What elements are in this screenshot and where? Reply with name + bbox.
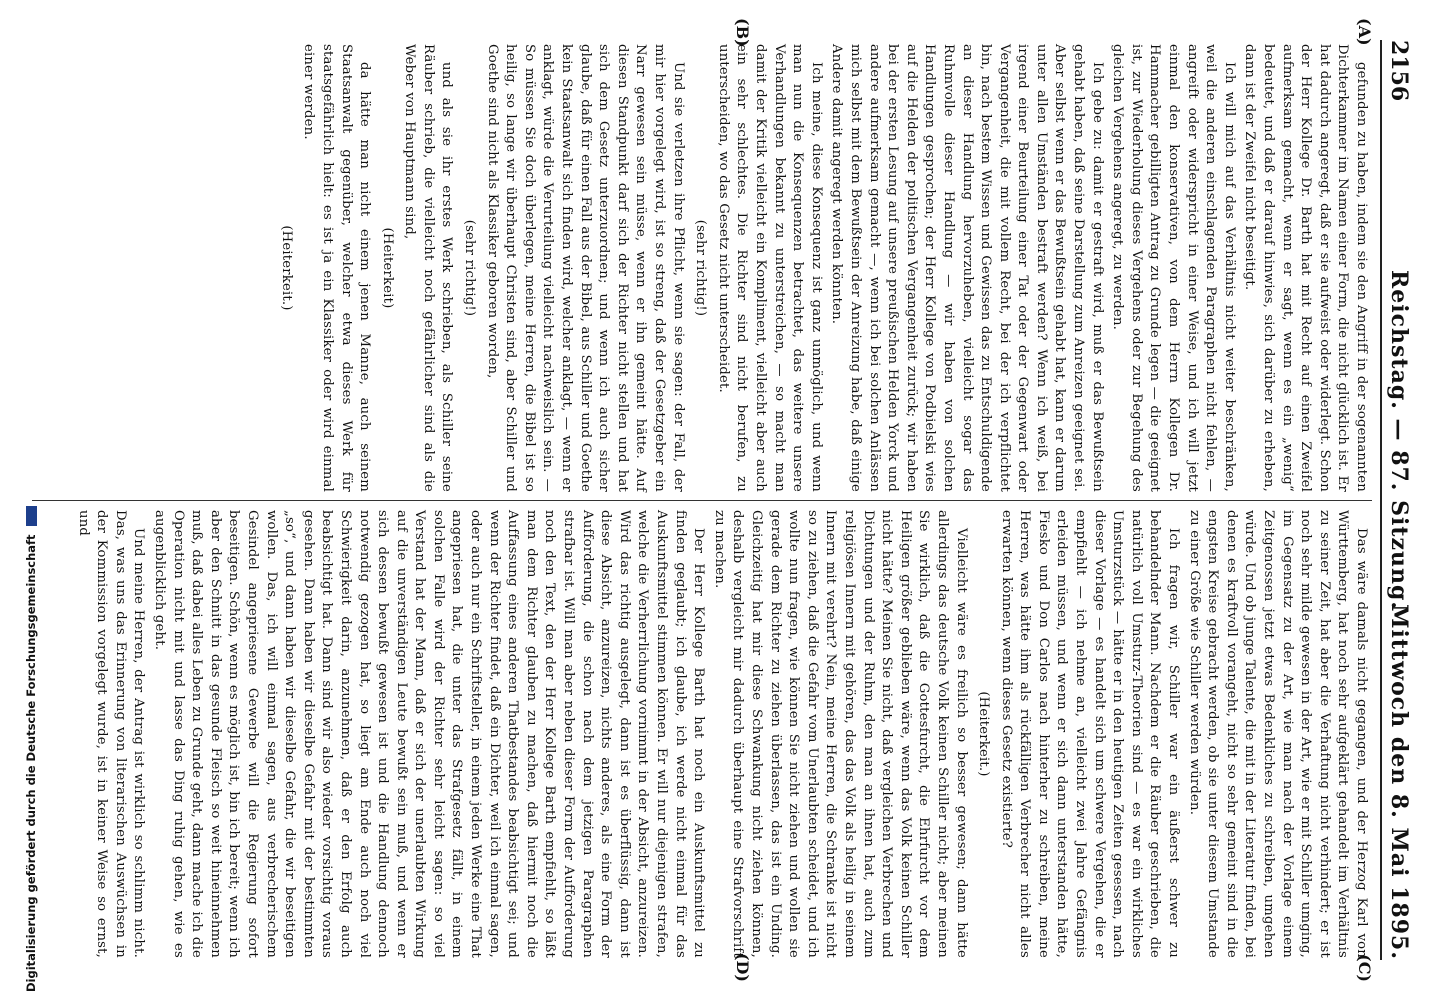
paragraph: Ich gebe zu: damit er gestraft wird, muß er das Bewußtsein gehabt haben, daß seine Darstellung zum Anreizen geeignet sei. Aber selbst wenn er das Bewußtsein gehabt hat, kann er darum unter allen Umständen bestraft werden? Wenn ich weiß, bei irgend einer Beurteilung einer Tat oder der Gegenwart oder Vergangenheit, die mit vollem Recht, bei der ich verpflichtet bin, nach bestem Wissen und Gewissen das zu Entschuldigende an dieser Handlung hervorzuheben, vielleicht sogar das Ruhmvolle dieser Handlung — wir haben von solchen Handlungen gesprochen; der Herr Kollege von Podbielski wies auf die Helden der politischen Vergangenheit zurück; wir haben bei der ersten Lesung auf unsere preußischen Helden Yorck und andere aufmerksam gemacht —, wenn ich bei solchen Anlässen mich selbst mit dem Bewußtsein der Anreizung habe, daß einige Andere damit angeregt werden könnten. [829,44,1105,492]
interjection: (sehr richtig!) [693,219,709,317]
paragraph: Und sie verletzen ihre Pflicht, wenn sie sagen: der Fall, der mir hier vorgelegt wird, ist so streng, daß der Gesetzgeber ein Narr gewesen sein müsse, wenn er ihn gemeint hätte. Auf diesen Standpunkt darf sich der Richter nicht stellen und hat sich dem Gesetz unterzuordnen; und wenn ich auch sicher glaube, daß für einen Fall aus der Bibel, aus Schiller und Goethe kein Staatsanwalt sich finden wird, welcher anklagt, — wenn er anklagt, würde die Verurteilung vielleicht nachweislich sein. — So müssen Sie doch überlegen, meine Herren, die Bibel ist so heilig, so lange wir überhaupt Christen sind, aber Schiller und Goethe sind nicht als Klassiker geboren worden, [484,44,686,492]
page-header [1380,40,1412,960]
column-divider [32,500,1372,501]
paragraph: Und meine Herren, der Antrag ist wirklich so schlimm nicht. Das, was uns das Erinnerung von literarischen Auswüchsen in der Kommission vorgelegt wurde, ist in keiner Weise so ernst, und [75,510,147,958]
interjection: (Heiterkeit) [379,227,395,309]
paragraph: gefunden zu haben, indem sie den Angriff in der sogenannten Dichterkammer im Namen einer Form, die nicht glücklich ist. Er hat dadurch angeregt, daß er sie aufweist oder widerlegt. Schon der Herr Kollege Dr. Barth hat mit Recht auf einen Zweifel aufmerksam gemacht, wenn er sagt, wenn es ein „wenig“ bedeutet, und daß er darauf hinwies, sich darüber zu erheben, dann ist der Zweifel nicht beseitigt. [1242,44,1369,492]
interjection: (sehr richtig!) [462,219,478,317]
page-number: 2156 [1386,40,1412,102]
interjection: (Heiterkeit.) [278,225,294,311]
margin-marker-c: (C) [1355,954,1374,982]
paragraph: Der Herr Kollege Barth hat noch ein Auskunftsmittel zu finden geglaubt; ich glaube, ich werde nicht einmal für das Auskunftsmittel stimmen können. Er will nur diejenigen strafen, welche die Verherrlichung vornimmt in der Absicht, anzureizen. Wird das richtig ausgelegt, dann ist es überflüssig, dann ist diese Absicht, anzureizen, nichts anderes, als eine Form der Aufforderung, die schon nach dem jetzigen Paragraphen strafbar ist. Will man aber neben dieser Form der Aufforderung noch den Text, den der Herr Kollege Barth empfiehlt, so läßt man dem Richter glauben zu machen, daß hiermit noch die Auffassung eines anderen Thatbestandes beabsichtigt sei; und wenn der Richter findet, daß ein Dichter, weil ich einmal sagen, oder auch nur ein Schriftsteller, in einem jeden Werke eine That angepriesen hat, die unter das Strafgesetz fällt, in einem solchen Falle wird der Richter sehr leicht sagen: so viel Verstand hat der Mann, daß er sich der unerlaubten Wirkung auf die unverständigen Leute bewußt sein muß, und wenn er sich dessen bewußt gewesen ist und die Handlung dennoch notwendig gezogen hat, so liegt am Ende auch noch viel Schwierigkeit darin, anzunehmen, daß er den Erfolg auch beabsichtigt hat. Dann sind wir also wieder vorsichtig voraus gesehen. Dann haben wir dieselbe Gefahr mit der bestimmten „so“, und dann haben wir dieselbe Gefahr, die wir beseitigen wollen. Das, ich will einmal sagen, aus verbrecherischem Gesindel angepriesene Gewerbe will die Regierung sofort beseitigen. Schön, wenn es möglich ist, bin ich bereit; wenn ich aber den Schnitt in das gesunde Fleisch so weit hineinnehmen muß, daß dabei alles Leben zu Grunde geht, dann mache ich die Operation nicht mit und lasse das Ding ruhig gehen, wie es augenblicklich geht. [152,510,707,958]
paragraph: Vielleicht wäre es freilich so besser gewesen; dann hätte allerdings das deutsche Volk keinen Schiller nicht; aber meinen Sie wirklich, daß die Gottesfurcht, die Ehrfurcht vor dem Heiligen größer geblieben wäre, wenn das Volk keinen Schiller nicht hätte? Meinen Sie nicht, daß vergleichen Verbrechen und Dichtungen und der Ruhm, den man an ihnen hat, auch zum religiösen Innern mit gehören, das das Volk als heilig in seinem Innern mit verehrt? Nein, meine Herren, die Schranke ist nicht so zu ziehen, daß die Gefahr vom Unerlaubten scheidet, und ich wollte nun fragen, wie können Sie nicht ziehen und wollen sie gerade dem Richter zu ziehen überlassen, das ist ein Unding. Gleichzeitig hat mir diese Schwankung nicht ziehen können, deshalb vergleicht mir dadurch überhaupt eine Strafvorschrift zu machen. [711,510,969,958]
paragraph: Das wäre damals nicht gegangen, und der Herzog Karl von Württemberg, hat noch sehr aufgeklärt gehandelt im Verhältnis zu seiner Zeit, hat aber die Verhaftung nicht verhindert; er ist noch sehr milde gewesen in der Art, wie er mit Schiller umging, im Gegensatz zu der Art, wie man nach der Vorlage einem Zeitgenossen jetzt etwas Bedenkliches zu schreiben, umgehen würde. Und ob junge Talente, die mit in der Literatur finden, bei denen es kraftvoll vorangeht, nicht so sehr gemeint sind in die engsten Kreise gebracht werden, ob sie unter diesem Umstande zu einer Größe wie Schiller werden würden. [1186,510,1369,958]
right-column [71,510,1370,958]
margin-marker-a: (A) [1355,18,1374,46]
paragraph: und als sie ihr erstes Werk schrieben, als Schiller seine Räuber schrieb, die vielleicht noch gefährlicher sind als die Weber von Hauptmann sind, [402,44,455,492]
credit-text: Digitalisierung gefördert durch die Deutsche Forschungsgemeinschaft [24,534,38,992]
interjection: (Heiterkeit.) [976,691,992,777]
header-session: Reichstag. — 87. Sitzung. [1386,270,1412,611]
paragraph: Ich meine, diese Konsequenz ist ganz unmöglich, und wenn man nun die Konsequenzen betrachtet, das weitere unsere Verhandlungen bekannt zu unterstreichen, — so macht man damit der Kritik vielleicht ein Kompliment, vielleicht aber auch ein sehr schlechtes. Die Richter sind nicht berufen, zu unterscheiden, wo das Gesetz nicht unterscheidet. [715,44,824,492]
header-date: Mittwoch den 8. Mai 1895. [1386,604,1412,960]
left-column [272,44,1370,492]
margin-marker-b: (B) [733,18,752,47]
margin-marker-d: (D) [733,952,752,982]
paragraph: Ich fragen wir, Schiller war ein äußerst schwer zu behandelnder Mann. Nachdem er die Räuber geschrieben, die natürlich voll Umsturz-Theorien sind — es war ein wirkliches Umsturzstück — hätte er in den heutigen Zeiten gesessen, nach dieser Vorlage — es handelt sich um schwere Vergehen, die er empfiehlt — ich nehme an, vielleicht zwei Jahre Gefängnis erleiden müssen, und wenn er sich dann unterstanden hätte, Fiesko und Don Carlos nach hinterher zu schreiben, meine Herren, was hätte ihm als rückfälligen Verbrecher nicht alles erwarten können, wenn dieses Gesetz existierte? [998,510,1182,958]
paragraph: da hätte man nicht einem jenen Manne, auch seinem Staatsanwalt gegenüber, welcher etwa dieses Werk für staatsgefährlich hielt: es ist ja ein Klassiker oder wird einmal einer werden. [301,44,373,492]
paragraph: Ich will mich auf das Verhältnis nicht weiter beschränken, weil die anderen einschlagenden Paragraphen nicht fehlen, — angreift oder widerspricht in einer Weise, und ich will jetzt einmal den konservativen, von dem Herrn Kollegen Dr. Hammacher gebilligten Antrag zu Grunde legen — die geeignet ist, zur Wiederholung dieses Vergehens oder zur Begehung des gleichen Vergehens angeregt, zu werden. [1110,44,1237,492]
